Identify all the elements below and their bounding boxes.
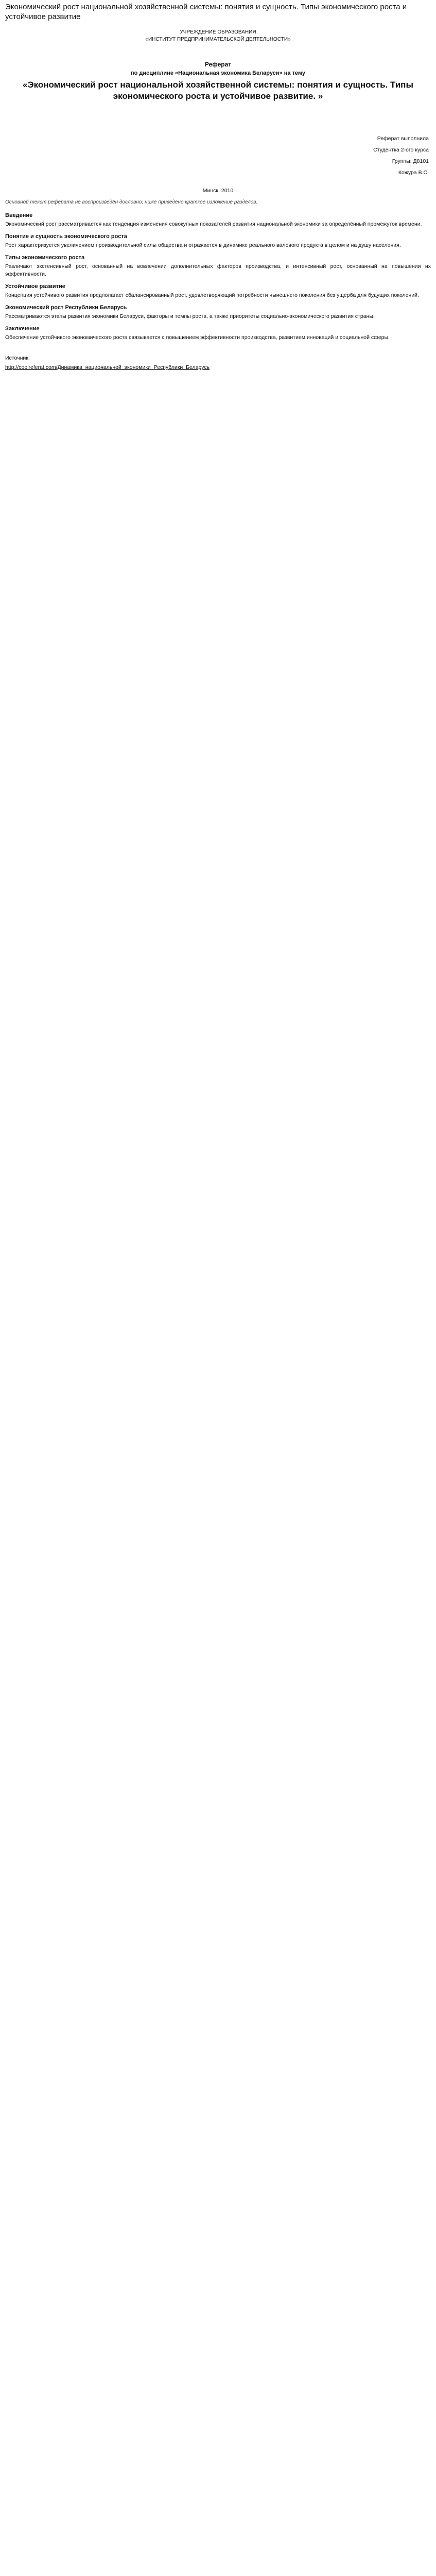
document-page — [0, 0, 436, 387]
student-line-2: Студентка 2-ого курса — [373, 147, 429, 153]
section-heading: Типы экономического роста — [5, 255, 85, 261]
institution-line-2: «ИНСТИТУТ ПРЕДПРИНИМАТЕЛЬСКОЙ ДЕЯТЕЛЬНОСТИ» — [145, 37, 291, 42]
section-heading: Устойчивое развитие — [5, 283, 65, 290]
essay-section — [5, 212, 431, 228]
institution-header — [5, 29, 431, 43]
student-line-4: Кожура В.С. — [398, 170, 429, 176]
essay-section — [5, 283, 431, 299]
section-summary: Различают экстенсивный рост, основанный на вовлечении дополнительных факторов производства, и интенсивный рост, основанный на повышении их эффективности. — [5, 263, 431, 277]
section-summary: Концепция устойчивого развития предполагает сбалансированный рост, удовлетворяющий потребности нынешнего поколения без ущерба для будущих поколений. — [5, 292, 419, 298]
referat-topic: по дисциплине «Национальная экономика Беларуси» на тему — [130, 70, 306, 76]
section-heading: Экономический рост Республики Беларусь — [5, 304, 127, 311]
source-label: Источник: — [5, 355, 30, 361]
source-link[interactable]: http://coolreferat.com/Динамика_национальной_экономики_Республики_Беларусь — [5, 364, 210, 370]
institution-line-1: УЧРЕЖДЕНИЕ ОБРАЗОВАНИЯ — [180, 29, 256, 35]
section-heading: Введение — [5, 212, 33, 218]
referat-title: «Экономический рост национальной хозяйственной системы: понятия и сущность. Типы экономического роста и устойчивое развитие. » — [23, 80, 413, 101]
student-info — [5, 133, 431, 178]
essay-section — [5, 233, 431, 249]
student-line-3: Группы: Д8101 — [392, 158, 429, 164]
referat-title-block — [5, 61, 431, 102]
city-year: Минск, 2010 — [202, 188, 234, 194]
essay-body — [5, 212, 431, 342]
section-summary: Рост характеризуется увеличением производительной силы общества и отражается в динамике реального валового продукта в целом и на душу населения. — [5, 242, 401, 248]
section-heading: Понятие и сущность экономического роста — [5, 233, 127, 240]
section-heading: Заключение — [5, 326, 40, 332]
section-summary: Экономический рост рассматривается как тенденция изменения совокупных показателей развития национальной экономики за определённый промежуток времени. — [5, 221, 422, 227]
reproduction-notice: Основной текст реферата не воспроизведён дословно; ниже приведено краткое изложение разделов. — [5, 199, 258, 205]
essay-section — [5, 326, 431, 342]
essay-section — [5, 255, 431, 278]
section-summary: Обеспечение устойчивого экономического роста связывается с повышением эффективности производства, развитием инноваций и социальной сферы. — [5, 334, 390, 341]
document-title: Экономический рост национальной хозяйственной системы: понятия и сущность. Типы экономического роста и устойчивое развитие — [5, 3, 407, 21]
section-summary: Рассматриваются этапы развития экономики Беларуси, факторы и темпы роста, а также приоритеты социально-экономического развития страны. — [5, 313, 375, 319]
essay-section — [5, 304, 431, 320]
student-line-1: Реферат выполнила — [377, 135, 429, 142]
referat-label: Реферат — [204, 61, 232, 68]
